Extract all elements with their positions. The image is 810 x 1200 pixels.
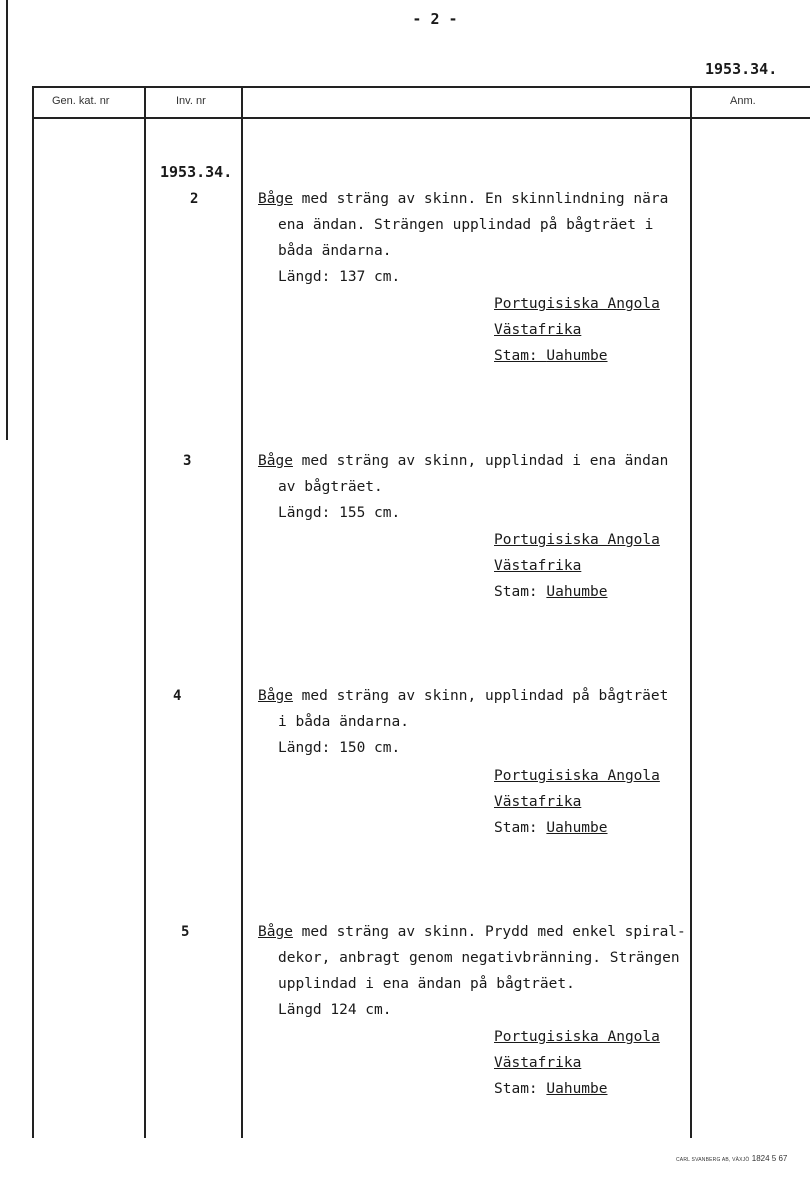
- provenance-tribe: Stam: Uahumbe: [494, 584, 608, 600]
- header-bottom-rule: [32, 117, 810, 119]
- header-inv-nr: Inv. nr: [176, 95, 206, 107]
- inventory-group-number: 1953.34.: [160, 163, 233, 181]
- description-line: ena ändan. Strängen upplindad på bågträet i: [278, 217, 654, 233]
- top-reference-number: 1953.34.: [705, 60, 778, 78]
- column-divider-description: [241, 86, 243, 1138]
- description-line: båda ändarna.: [278, 243, 392, 259]
- description-line: Båge med sträng av skinn. Prydd med enkel spiral-: [258, 924, 686, 940]
- description-line: Båge med sträng av skinn, upplindad i ena ändan: [258, 453, 669, 469]
- length-measurement: Längd: 155 cm.: [278, 505, 401, 521]
- provenance-region: Portugisiska Angola: [494, 296, 660, 312]
- header-gen-kat-nr: Gen. kat. nr: [52, 95, 110, 107]
- length-measurement: Längd 124 cm.: [278, 1002, 392, 1018]
- provenance-block: [494, 763, 660, 841]
- description-line: av bågträet.: [278, 479, 383, 495]
- length-measurement: Längd: 137 cm.: [278, 269, 401, 285]
- description-line: dekor, anbragt genom negativbränning. Strängen: [278, 950, 680, 966]
- provenance-block: [494, 1024, 660, 1102]
- description-line: Båge med sträng av skinn. En skinnlindning nära: [258, 191, 669, 207]
- binding-margin-line: [6, 0, 8, 440]
- description-line: Båge med sträng av skinn, upplindad på bågträet: [258, 688, 669, 704]
- inventory-number: 4: [173, 688, 182, 704]
- header-anm: Anm.: [730, 95, 756, 107]
- provenance-tribe: Stam: Uahumbe: [494, 820, 608, 836]
- page-number: - 2 -: [412, 10, 458, 28]
- length-measurement: Längd: 150 cm.: [278, 740, 401, 756]
- printer-imprint: CARL SVANBERG AB, VÄXJÖ 1824 5 67: [676, 1154, 788, 1163]
- provenance-block: [494, 527, 660, 605]
- provenance-region: Portugisiska Angola: [494, 768, 660, 784]
- object-name: Båge: [258, 191, 293, 207]
- provenance-tribe: Stam: Uahumbe: [494, 1081, 608, 1097]
- column-divider-inv: [144, 86, 146, 1138]
- provenance-tribe: Stam: Uahumbe: [494, 348, 608, 364]
- catalog-entry-description: [258, 448, 698, 526]
- catalog-entry-description: [258, 186, 698, 290]
- object-name: Båge: [258, 453, 293, 469]
- inventory-number: 2: [190, 191, 199, 207]
- provenance-continent: Västafrika: [494, 1055, 582, 1071]
- column-divider-gen-kat: [32, 86, 34, 1138]
- inventory-number: 5: [181, 924, 190, 940]
- provenance-region: Portugisiska Angola: [494, 1029, 660, 1045]
- inventory-number: 3: [183, 453, 192, 469]
- catalog-entry-description: [258, 683, 698, 761]
- provenance-continent: Västafrika: [494, 794, 582, 810]
- provenance-block: [494, 291, 660, 369]
- description-line: i båda ändarna.: [278, 714, 409, 730]
- object-name: Båge: [258, 688, 293, 704]
- object-name: Båge: [258, 924, 293, 940]
- header-top-rule: [32, 86, 810, 88]
- provenance-region: Portugisiska Angola: [494, 532, 660, 548]
- description-line: upplindad i ena ändan på bågträet.: [278, 976, 575, 992]
- provenance-continent: Västafrika: [494, 558, 582, 574]
- provenance-continent: Västafrika: [494, 322, 582, 338]
- catalog-entry-description: [258, 919, 698, 1023]
